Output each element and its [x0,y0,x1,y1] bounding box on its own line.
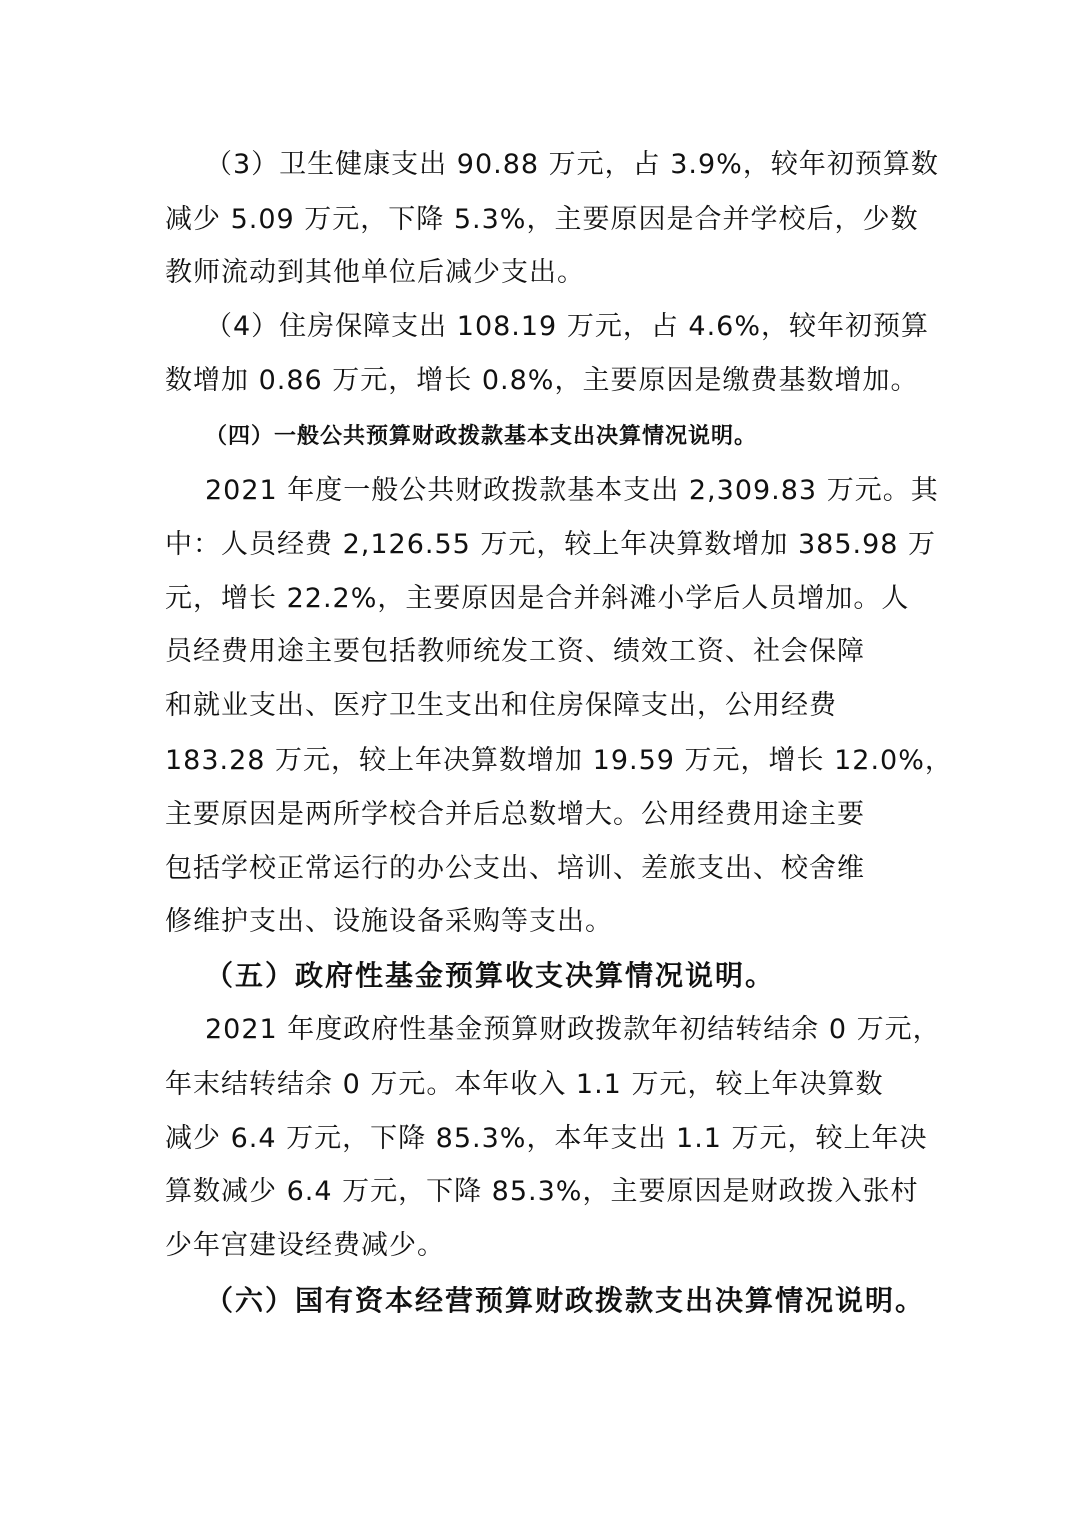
section-5-heading: （五）政府性基金预算收支决算情况说明。 [205,959,776,992]
section-6-heading: （六）国有资本经营预算财政拨款支出决算情况说明。 [205,1284,926,1317]
section-4-line-8: 包括学校正常运行的办公支出、培训、差旅支出、校舍维 [165,853,865,884]
section-4-heading: （四）一般公共预算财政拨款基本支出决算情况说明。 [205,424,758,449]
section-4-line-5: 和就业支出、医疗卫生支出和住房保障支出，公用经费 [165,690,837,721]
section-4-line-2: 中：人员经费 2,126.55 万元，较上年决算数增加 385.98 万 [165,529,937,560]
paragraph-health-line-3: 教师流动到其他单位后减少支出。 [165,257,585,288]
section-4-line-7: 主要原因是两所学校合并后总数增大。公用经费用途主要 [165,799,865,830]
section-5-line-5: 少年宫建设经费减少。 [165,1230,445,1261]
section-4-line-1: 2021 年度一般公共财政拨款基本支出 2,309.83 万元。其 [205,475,939,506]
section-4-line-3: 元，增长 22.2%，主要原因是合并斜滩小学后人员增加。人 [165,583,910,614]
section-4-line-6: 183.28 万元，较上年决算数增加 19.59 万元，增长 12.0%， [165,745,953,776]
paragraph-health-line-2: 减少 5.09 万元，下降 5.3%，主要原因是合并学校后，少数 [165,204,919,235]
section-4-line-9: 修维护支出、设施设备采购等支出。 [165,906,613,937]
section-4-line-4: 员经费用途主要包括教师统发工资、绩效工资、社会保障 [165,636,865,667]
paragraph-housing-line-2: 数增加 0.86 万元，增长 0.8%，主要原因是缴费基数增加。 [165,365,919,396]
section-5-line-4: 算数减少 6.4 万元，下降 85.3%，主要原因是财政拨入张村 [165,1176,919,1207]
paragraph-housing-line-1: （4）住房保障支出 108.19 万元，占 4.6%，较年初预算 [205,311,929,342]
section-5-line-3: 减少 6.4 万元，下降 85.3%，本年支出 1.1 万元，较上年决 [165,1123,928,1154]
paragraph-health-line-1: （3）卫生健康支出 90.88 万元，占 3.9%，较年初预算数 [205,149,939,180]
section-5-line-2: 年末结转结余 0 万元。本年收入 1.1 万元，较上年决算数 [165,1069,884,1100]
section-5-line-1: 2021 年度政府性基金预算财政拨款年初结转结余 0 万元， [205,1014,941,1045]
